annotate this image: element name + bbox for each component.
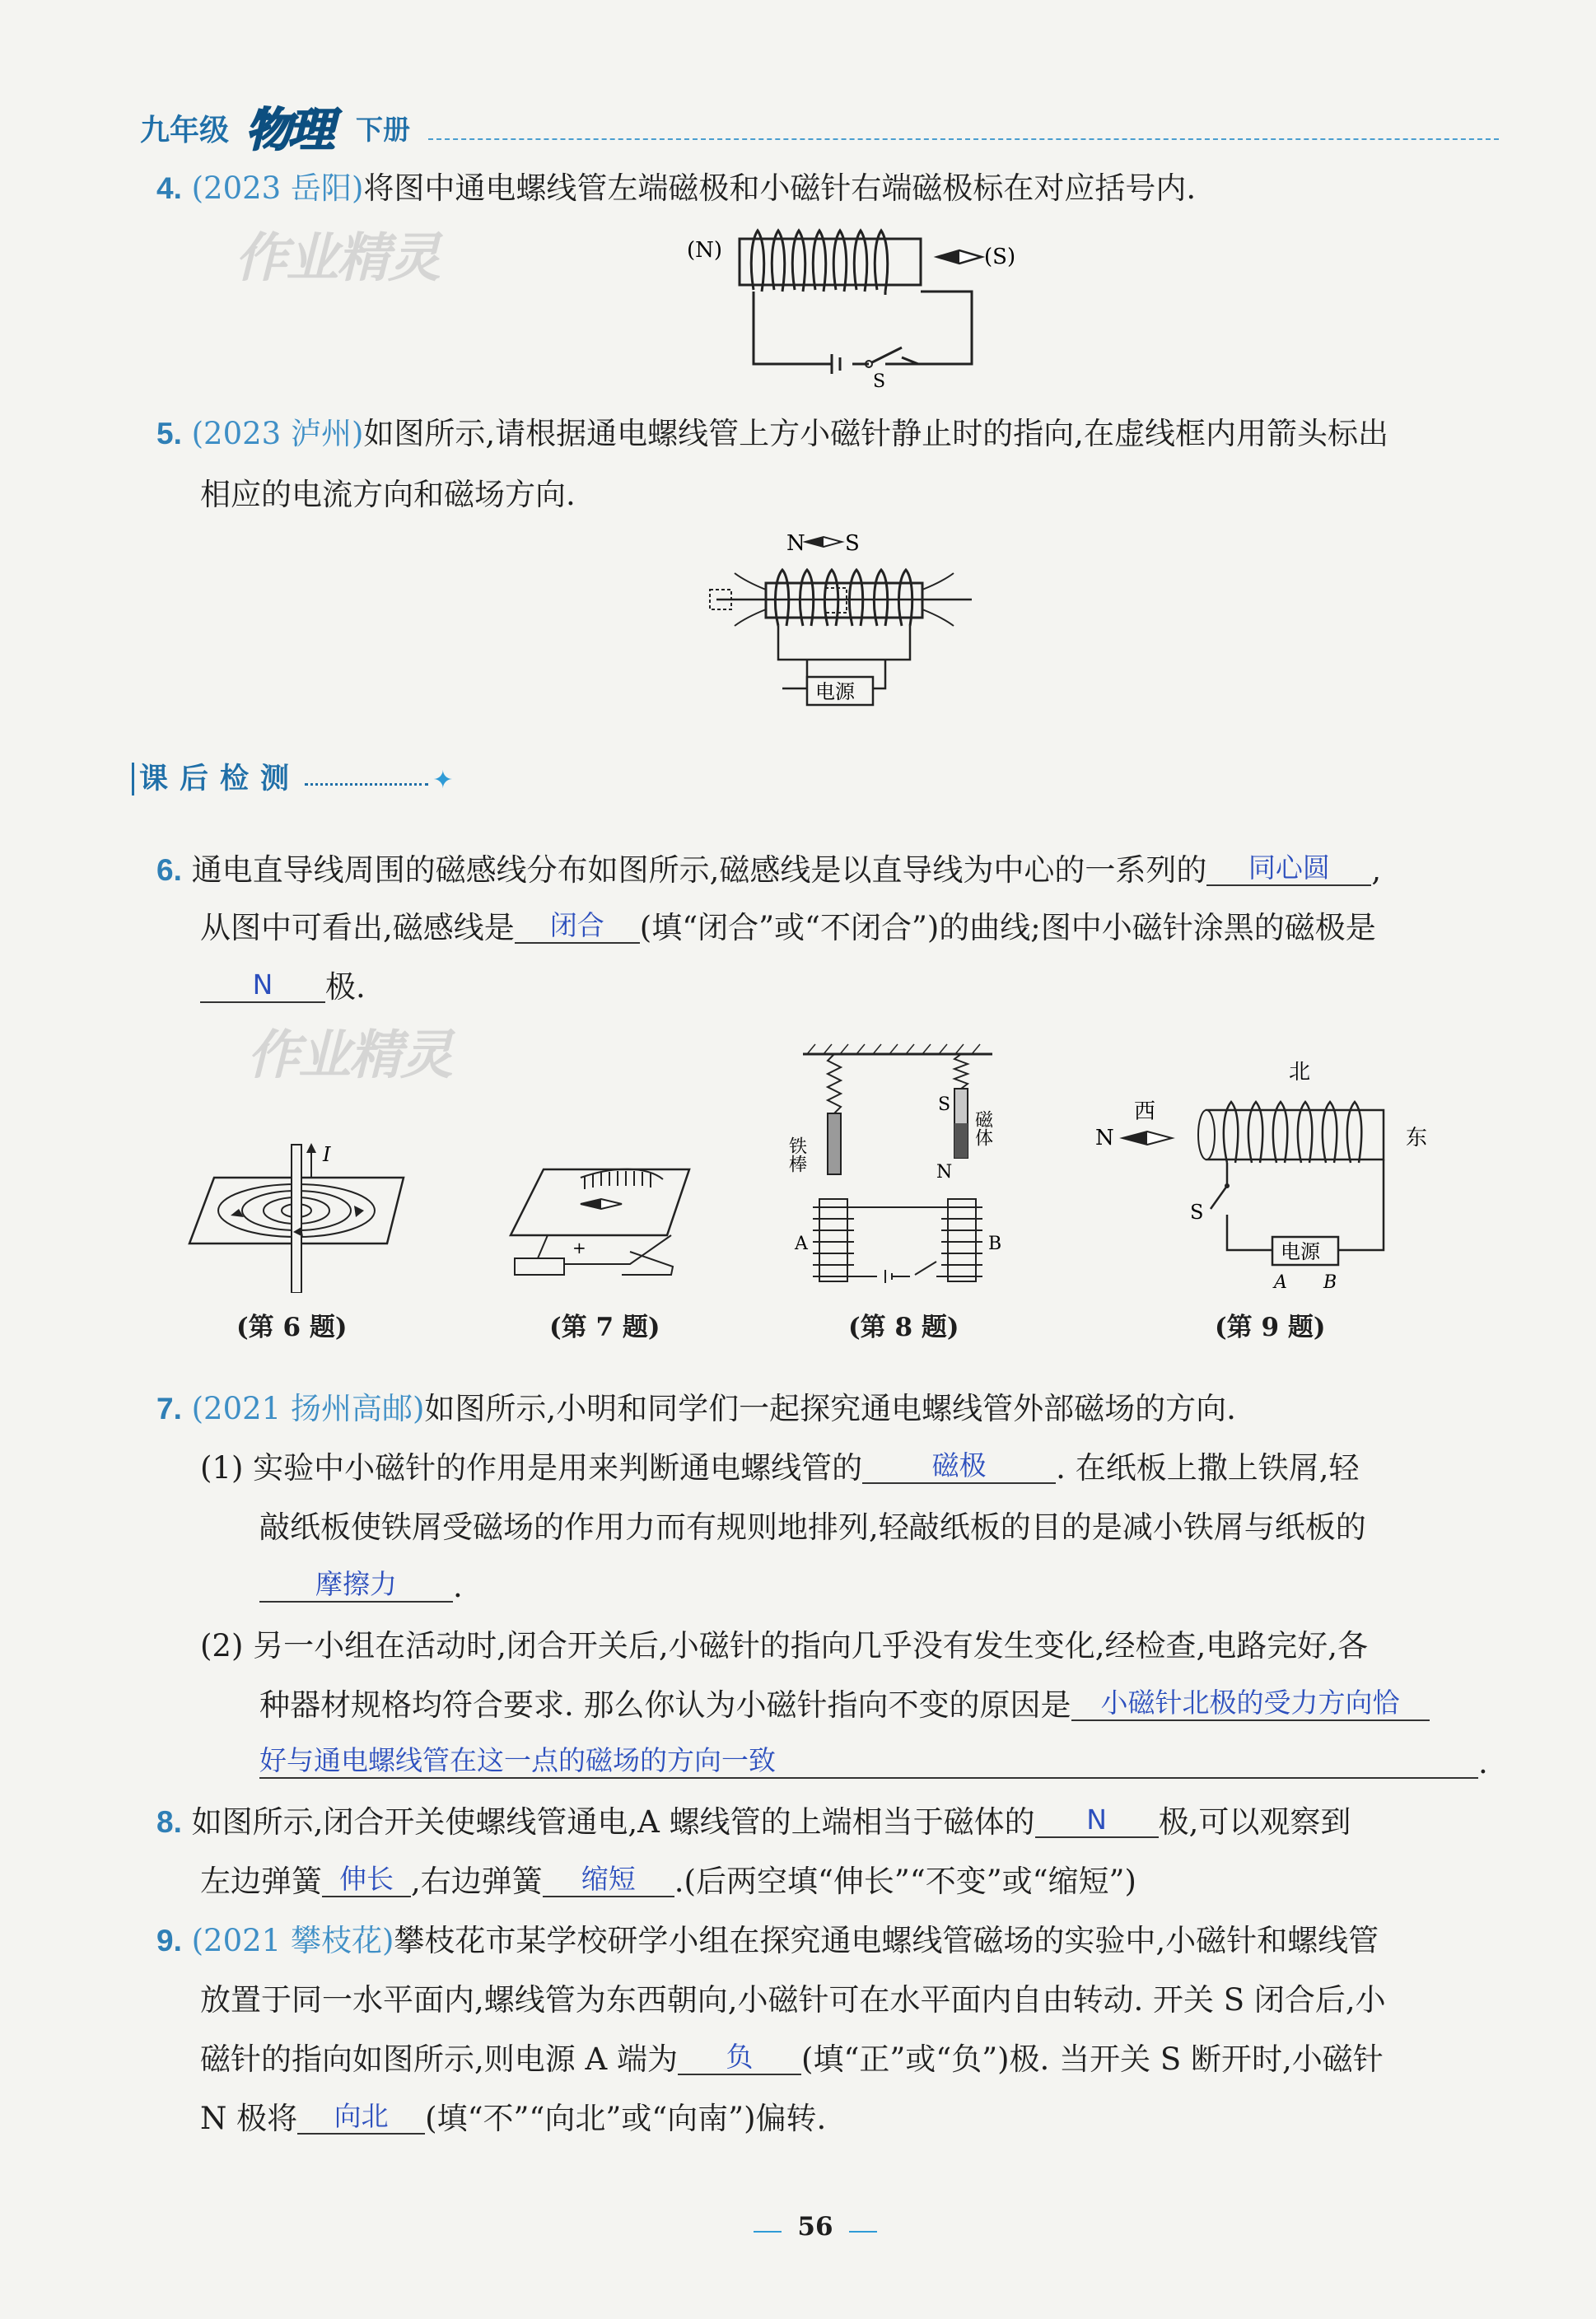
question-9-line2: 放置于同一水平面内,螺线管为东西朝向,小磁针可在水平面内自由转动. 开关 S 闭合后,小 — [200, 1982, 1386, 2018]
footer-dash-right — [849, 2231, 877, 2233]
answer-blank[interactable]: 负 — [678, 2041, 801, 2075]
header-subject: 物理 — [245, 104, 331, 157]
figure-caption-7: (第 7 题) — [549, 1313, 660, 1342]
question-text: 如图所示,请根据通电螺线管上方小磁针静止时的指向,在虚线框内用箭头标出 — [363, 416, 1388, 451]
figure-q5 — [700, 524, 980, 721]
label-n: N — [1095, 1126, 1114, 1150]
question-text: .(后两空填“伸长”“不变”或“缩短”) — [674, 1864, 1136, 1899]
label-power: 电源 — [815, 680, 855, 703]
punct: . — [453, 1569, 463, 1604]
ceiling-hatch — [807, 1044, 980, 1054]
right-wire — [885, 292, 898, 295]
section-dots — [305, 783, 428, 786]
switch-blade — [872, 348, 902, 362]
answer-blank[interactable]: 同心圆 — [1206, 852, 1371, 886]
answer-blank[interactable]: 向北 — [297, 2100, 425, 2135]
figure-q7 — [498, 1153, 696, 1293]
footer-dash-left — [754, 2231, 782, 2233]
question-text: 从图中可看出,磁感线是 — [200, 910, 515, 945]
label-left-pole: (N) — [687, 238, 723, 263]
figure-q6 — [181, 1128, 420, 1293]
compass-needle — [1122, 1132, 1172, 1145]
label-west: 西 — [1134, 1099, 1156, 1124]
circuit-wire — [854, 1207, 941, 1283]
punct: , — [1371, 852, 1382, 888]
question-7 — [156, 1390, 1236, 1428]
question-9-line4 — [200, 2100, 826, 2138]
label-s: S — [1190, 1201, 1204, 1224]
figure-q9 — [1091, 1054, 1454, 1293]
iron-rod — [828, 1113, 841, 1174]
left-spring — [828, 1054, 841, 1113]
question-number: 9. — [156, 1924, 182, 1957]
answer-blank[interactable]: N — [1035, 1803, 1159, 1838]
question-text: 极,可以观察到 — [1158, 1804, 1351, 1840]
label-power: 电源 — [1281, 1240, 1320, 1263]
question-6-line3 — [200, 968, 366, 1006]
question-7-part1-line1 — [200, 1449, 1359, 1487]
answer-blank[interactable]: 小磁针北极的受力方向恰 — [1071, 1687, 1430, 1721]
question-7-part2-line1: (2) 另一小组在活动时,闭合开关后,小磁针的指向几乎没有发生变化,经检查,电路完好,各 — [200, 1628, 1368, 1663]
question-text: N 极将 — [200, 2101, 298, 2136]
label-current: I — [323, 1143, 331, 1166]
page-footer — [741, 2212, 889, 2242]
punct: . — [1478, 1745, 1488, 1780]
bar-magnet-n — [954, 1123, 968, 1158]
figure-caption-6: (第 6 题) — [236, 1313, 348, 1342]
circuit-wire — [754, 292, 922, 364]
header-volume: 下册 — [356, 114, 410, 146]
section-title-text: 课后检测 — [132, 763, 301, 796]
question-text: (1) 实验中小磁针的作用是用来判断通电螺线管的 — [200, 1450, 863, 1486]
label-magnet: 磁体 — [972, 1110, 993, 1146]
question-8-line1 — [156, 1803, 1351, 1841]
compass-needle — [937, 250, 982, 264]
question-text: ,右边弹簧 — [411, 1864, 543, 1899]
switch-contact — [1225, 1183, 1230, 1188]
question-6-line2 — [200, 909, 1376, 947]
figure-caption-8: (第 8 题) — [848, 1313, 959, 1342]
battery-and-switch — [832, 354, 840, 374]
question-text: 左边弹簧 — [200, 1864, 322, 1899]
battery — [515, 1258, 564, 1275]
label-b: B — [988, 1234, 1002, 1254]
label-right-pole: (S) — [984, 245, 1016, 269]
coil-b — [941, 1199, 982, 1281]
circuit-wire-loop — [865, 265, 922, 292]
question-number: 5. — [156, 417, 182, 450]
question-source: (2023 泸州) — [191, 416, 364, 451]
question-text: 极. — [325, 969, 366, 1005]
question-7-part2-line2 — [259, 1687, 1430, 1724]
solenoid-end — [1198, 1110, 1215, 1160]
question-text: 如图所示,闭合开关使螺线管通电,A 螺线管的上端相当于磁体的 — [191, 1804, 1035, 1840]
solenoid-core — [740, 239, 921, 285]
label-s: S — [938, 1094, 951, 1115]
compass-north — [581, 1199, 601, 1209]
page-number: 56 — [797, 2212, 833, 2242]
label-east: 东 — [1406, 1126, 1428, 1150]
label-n: N — [936, 1162, 953, 1183]
answer-blank[interactable]: 闭合 — [515, 909, 640, 944]
label-a: A — [795, 1234, 808, 1254]
question-text: 攀枝花市某学校研学小组在探究通电螺线管磁场的实验中,小磁针和螺线管 — [394, 1923, 1379, 1958]
label-s: S — [845, 531, 860, 556]
answer-blank[interactable]: 磁极 — [862, 1449, 1056, 1484]
answer-blank[interactable]: N — [200, 968, 325, 1003]
watermark: 作业精灵 — [247, 1025, 451, 1086]
figure-q4 — [675, 216, 1038, 389]
label-b: B — [1323, 1272, 1337, 1293]
label-a: A — [1274, 1272, 1287, 1293]
question-text: 种器材规格均符合要求. 那么你认为小磁针指向不变的原因是 — [259, 1687, 1071, 1723]
question-text: (填“不”“向北”或“向南”)偏转. — [425, 2101, 827, 2136]
figure-caption-9: (第 9 题) — [1215, 1313, 1326, 1342]
wire-right-side — [902, 292, 972, 364]
question-source: (2021 扬州高邮) — [191, 1391, 425, 1426]
question-7-part2-line3 — [259, 1744, 1488, 1782]
straight-wire — [292, 1145, 301, 1293]
question-7-part1-line3 — [259, 1568, 463, 1606]
compass-needle — [805, 537, 842, 547]
solenoid-coil — [581, 1169, 663, 1189]
decoration-icon: ✦ — [432, 766, 454, 795]
question-text: 磁针的指向如图所示,则电源 A 端为 — [200, 2041, 679, 2077]
question-source: (2021 攀枝花) — [191, 1923, 394, 1958]
answer-blank[interactable]: 伸长 — [322, 1863, 411, 1897]
answer-blank[interactable]: 摩擦力 — [259, 1568, 453, 1603]
question-5-line1 — [156, 415, 1388, 453]
watermark: 作业精灵 — [235, 228, 439, 289]
question-text: (填“正”或“负”)极. 当开关 S 断开时,小磁针 — [801, 2041, 1384, 2077]
question-text: 如图所示,小明和同学们一起探究通电螺线管外部磁场的方向. — [424, 1391, 1236, 1426]
answer-blank[interactable]: 好与通电螺线管在这一点的磁场的方向一致 — [259, 1744, 1478, 1779]
header-rule — [428, 138, 1499, 140]
question-9-line3 — [200, 2041, 1384, 2079]
header-grade: 九年级 — [140, 114, 230, 147]
question-8-line2 — [200, 1863, 1136, 1901]
label-n: N — [786, 531, 805, 556]
question-number: 4. — [156, 171, 182, 205]
question-source: (2023 岳阳) — [191, 170, 364, 206]
label-switch: S — [873, 371, 886, 389]
question-9-line1 — [156, 1922, 1379, 1960]
question-number: 6. — [156, 853, 182, 887]
question-7-part1-line2: 敲纸板使铁屑受磁场的作用力而有规则地排列,轻敲纸板的目的是减小铁屑与纸板的 — [259, 1509, 1366, 1545]
question-text: (填“闭合”或“不闭合”)的曲线;图中小磁针涂黑的磁极是 — [639, 910, 1376, 945]
question-text: 将图中通电螺线管左端磁极和小磁针右端磁极标在对应括号内. — [363, 170, 1197, 206]
solenoid-core — [1206, 1110, 1384, 1160]
question-number: 8. — [156, 1805, 182, 1839]
question-6-line1 — [156, 852, 1381, 889]
question-4 — [156, 170, 1196, 208]
section-title — [132, 756, 453, 797]
coil-a — [813, 1199, 854, 1281]
page-header — [140, 97, 1499, 157]
question-text: 通电直导线周围的磁感线分布如图所示,磁感线是以直导线为中心的一系列的 — [191, 852, 1207, 888]
right-spring — [954, 1054, 968, 1089]
label-plus: + — [572, 1238, 586, 1257]
figure-q8 — [786, 1039, 1009, 1295]
answer-blank[interactable]: 缩短 — [543, 1863, 674, 1897]
current-arrowhead — [306, 1143, 316, 1153]
label-north: 北 — [1289, 1060, 1311, 1085]
question-number: 7. — [156, 1392, 182, 1425]
question-text: . 在纸板上撒上铁屑,轻 — [1056, 1450, 1360, 1486]
label-iron: 铁棒 — [786, 1136, 807, 1173]
question-5-line2: 相应的电流方向和磁场方向. — [200, 477, 576, 512]
